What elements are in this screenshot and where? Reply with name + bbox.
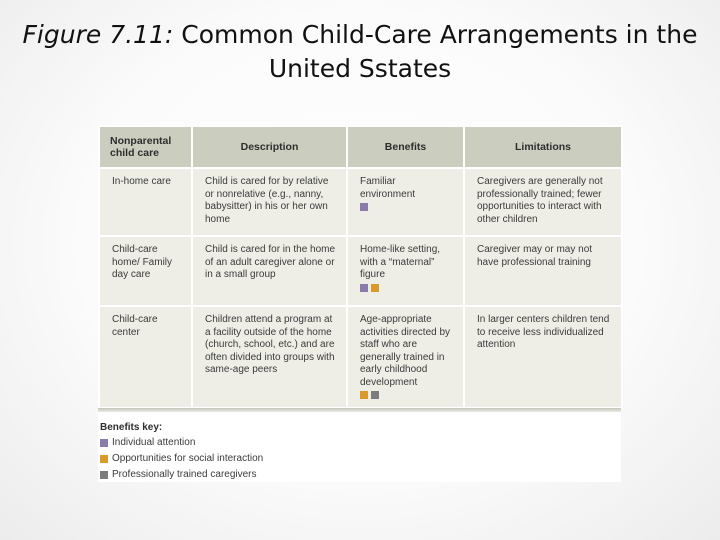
benefit-marker-social-icon (360, 391, 368, 399)
cell-description: Children attend a program at a facility outside of the home (church, school, etc.) and are often divided into groups with same-age peers (192, 306, 347, 408)
benefit-key-markers (360, 201, 453, 216)
figure-label: Figure 7.11: (22, 20, 174, 49)
cell-limitations: In larger centers children tend to receive less individualized attention (464, 306, 622, 408)
legend-label: Professionally trained caregivers (112, 469, 257, 480)
benefits-text: Home-like setting, with a “maternal” figure (360, 244, 441, 280)
legend-label: Individual attention (112, 437, 196, 448)
benefit-marker-professional-icon (371, 391, 379, 399)
legend-label: Opportunities for social interaction (112, 453, 264, 464)
cell-description: Child is cared for in the home of an adult caregiver alone or in a small group (192, 236, 347, 306)
table-header-row (99, 126, 622, 168)
header-limitations: Limitations (464, 126, 622, 168)
benefit-marker-individual-icon (360, 284, 368, 292)
benefits-text: Age-appropriate activities directed by staff who are generally trained in early childhood development (360, 314, 451, 388)
legend-item-social-interaction (100, 451, 263, 467)
cell-care-type: In-home care (99, 168, 192, 236)
cell-limitations: Caregivers are generally not professionally trained; fewer opportunities to interact with other children (464, 168, 622, 236)
child-care-figure (98, 125, 621, 482)
benefits-text: Familiar environment (360, 176, 416, 200)
table-row (99, 168, 622, 236)
benefit-key-markers (360, 389, 453, 404)
cell-benefits (347, 306, 464, 408)
benefit-key-markers (360, 282, 453, 297)
benefit-marker-individual-icon (360, 203, 368, 211)
cell-limitations: Caregiver may or may not have professional training (464, 236, 622, 306)
purple-square-icon (100, 439, 108, 447)
table-row (99, 236, 622, 306)
table-row (99, 306, 622, 408)
orange-square-icon (100, 455, 108, 463)
header-description: Description (192, 126, 347, 168)
slide-title (20, 18, 700, 86)
table-bottom-divider (98, 408, 621, 412)
cell-benefits (347, 168, 464, 236)
child-care-table (98, 125, 623, 409)
figure-title-text: Common Child-Care Arrangements in the United Sstates (181, 20, 698, 83)
cell-care-type: Child-care home/ Family day care (99, 236, 192, 306)
cell-care-type: Child-care center (99, 306, 192, 408)
legend-item-professionally-trained (100, 467, 263, 483)
gray-square-icon (100, 471, 108, 479)
benefit-marker-social-icon (371, 284, 379, 292)
legend-item-individual-attention (100, 435, 263, 451)
benefits-key-title: Benefits key: (100, 422, 163, 433)
header-nonparental-child-care: Nonparental child care (99, 126, 192, 168)
header-benefits: Benefits (347, 126, 464, 168)
cell-benefits (347, 236, 464, 306)
benefits-key-legend (100, 421, 263, 483)
cell-description: Child is cared for by relative or nonrelative (e.g., nanny, babysitter) in his or her own home (192, 168, 347, 236)
